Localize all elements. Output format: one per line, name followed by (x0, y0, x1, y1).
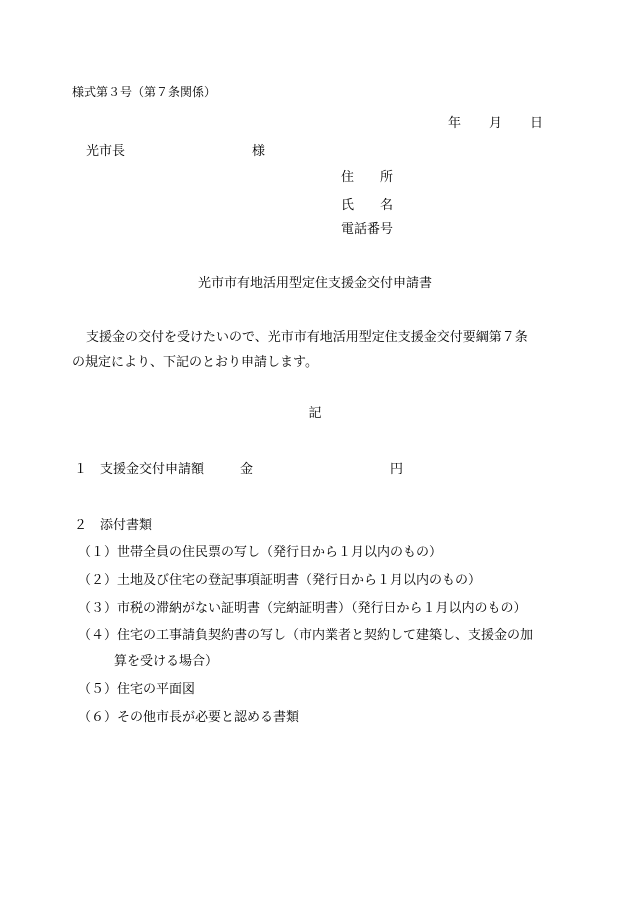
attachment-item-4-continuation: 算を受ける場合） (114, 654, 219, 669)
item-1-label: 支援金交付申請額 (100, 462, 205, 477)
document-title: 光市市有地活用型定住支援金交付申請書 (197, 276, 432, 291)
attachment-item-1: （１）世帯全員の住民票の写し（発行日から１月以内のもの） (78, 545, 443, 560)
item-2-label: 添付書類 (100, 518, 153, 533)
date-month-label: 月 (489, 116, 503, 131)
item-1-kin: 金 (240, 462, 254, 477)
body-text-line-2: の規定により、下記のとおり申請します。 (72, 355, 318, 370)
item-2-number: ２ (74, 518, 88, 533)
attachment-item-4: （４）住宅の工事請負契約書の写し（市内業者と契約して建築し、支援金の加 (78, 628, 534, 643)
applicant-phone-label: 電話番号 (341, 222, 394, 237)
form-number: 様式第３号（第７条関係） (72, 85, 217, 99)
ki-heading: 記 (308, 406, 322, 421)
addressee-honorific: 様 (252, 144, 266, 159)
applicant-name-label: 氏 名 (341, 198, 394, 213)
date-year-label: 年 (448, 116, 462, 131)
attachment-item-3: （３）市税の滞納がない証明書（完納証明書）（発行日から１月以内のもの） (78, 601, 527, 616)
attachment-item-5: （５）住宅の平面図 (78, 682, 196, 697)
item-1-yen: 円 (390, 462, 404, 477)
applicant-address-label: 住 所 (341, 170, 394, 185)
date-day-label: 日 (530, 116, 544, 131)
addressee-name: 光市長 (86, 144, 126, 159)
attachment-item-2: （２）土地及び住宅の登記事項証明書（発行日から１月以内のもの） (78, 573, 482, 588)
body-text-line-1: 支援金の交付を受けたいので、光市市有地活用型定住支援金交付要綱第７条 (86, 330, 528, 345)
item-1-number: １ (74, 462, 88, 477)
attachment-item-6: （６）その他市長が必要と認める書類 (78, 710, 300, 725)
